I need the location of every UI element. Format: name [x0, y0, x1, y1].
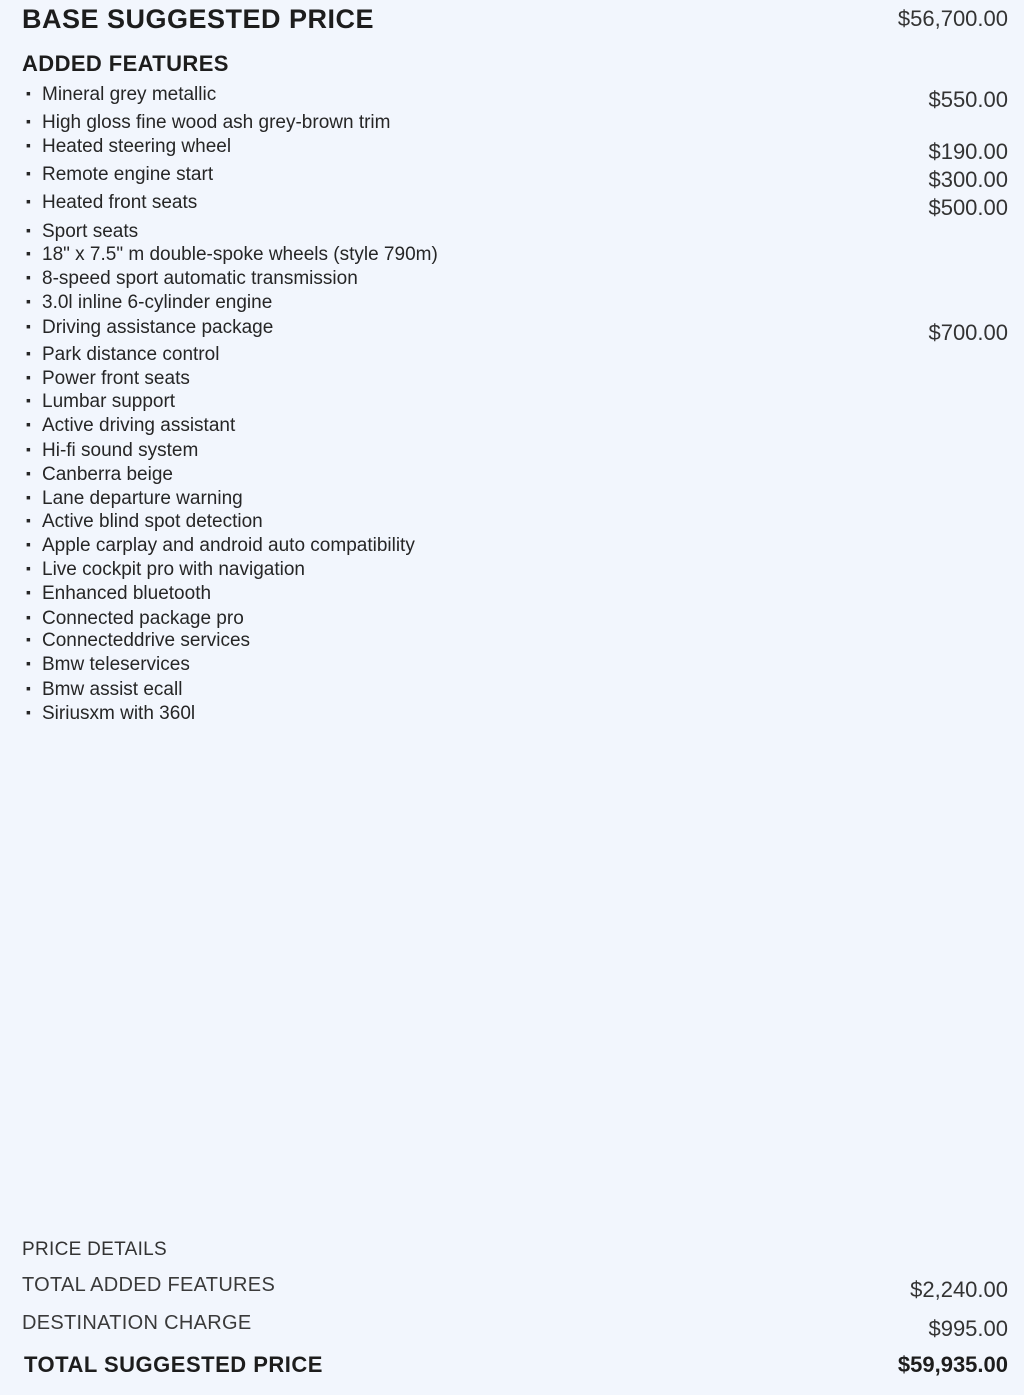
feature-item: [26, 415, 235, 437]
feature-name: Remote engine start: [42, 164, 214, 185]
price-details-heading: PRICE DETAILS: [22, 1239, 168, 1260]
feature-name: Active driving assistant: [42, 415, 236, 436]
feature-item: [26, 112, 391, 134]
bullet-icon: ▪: [26, 222, 31, 238]
feature-item: [26, 164, 213, 186]
feature-name: Enhanced bluetooth: [42, 583, 212, 604]
feature-price: $500.00: [928, 195, 1008, 220]
bullet-icon: ▪: [26, 85, 31, 101]
feature-name: Live cockpit pro with navigation: [42, 559, 305, 580]
feature-name: High gloss fine wood ash grey-brown trim: [42, 112, 391, 133]
bullet-icon: ▪: [26, 416, 31, 432]
feature-item: [26, 654, 190, 676]
bullet-icon: ▪: [26, 245, 31, 261]
bullet-icon: ▪: [26, 536, 31, 552]
feature-item: [26, 136, 231, 158]
bullet-icon: ▪: [26, 680, 31, 696]
total-added-features-value: $2,240.00: [910, 1277, 1008, 1302]
feature-name: Bmw assist ecall: [42, 679, 183, 700]
feature-item: [26, 244, 438, 266]
feature-name: Bmw teleservices: [42, 654, 190, 675]
feature-item: [26, 440, 198, 462]
feature-name: Power front seats: [42, 368, 190, 389]
bullet-icon: ▪: [26, 193, 31, 209]
total-suggested-price-label: TOTAL SUGGESTED PRICE: [24, 1352, 323, 1377]
feature-name: Lane departure warning: [42, 488, 243, 509]
feature-name: 18" x 7.5" m double-spoke wheels (style 790m): [42, 244, 438, 265]
feature-item: [26, 535, 415, 557]
feature-item: [26, 703, 195, 725]
bullet-icon: ▪: [26, 704, 31, 720]
feature-name: Heated steering wheel: [42, 136, 232, 157]
bullet-icon: ▪: [26, 165, 31, 181]
feature-price: $300.00: [928, 167, 1008, 192]
feature-name: Siriusxm with 360l: [42, 703, 196, 724]
bullet-icon: ▪: [26, 512, 31, 528]
feature-item: [26, 511, 263, 533]
feature-name: Connecteddrive services: [42, 630, 251, 651]
feature-name: Hi-fi sound system: [42, 440, 199, 461]
feature-name: 3.0l inline 6-cylinder engine: [42, 292, 273, 313]
feature-price: $700.00: [928, 320, 1008, 345]
feature-name: Sport seats: [42, 221, 139, 242]
feature-name: Lumbar support: [42, 391, 176, 412]
feature-item: [26, 583, 211, 605]
bullet-icon: ▪: [26, 113, 31, 129]
bullet-icon: ▪: [26, 318, 31, 334]
feature-item: [26, 608, 244, 630]
feature-name: Driving assistance package: [42, 317, 274, 338]
feature-item: [26, 464, 173, 486]
bullet-icon: ▪: [26, 392, 31, 408]
bullet-icon: ▪: [26, 441, 31, 457]
base-price-label: BASE SUGGESTED PRICE: [22, 4, 375, 34]
bullet-icon: ▪: [26, 369, 31, 385]
feature-item: [26, 559, 305, 581]
feature-price: $190.00: [928, 139, 1008, 164]
feature-name: 8-speed sport automatic transmission: [42, 268, 358, 289]
feature-item: [26, 84, 216, 106]
feature-name: Canberra beige: [42, 464, 173, 485]
feature-item: [26, 192, 197, 214]
feature-item: [26, 679, 182, 701]
bullet-icon: ▪: [26, 345, 31, 361]
destination-charge-label: DESTINATION CHARGE: [22, 1312, 252, 1334]
bullet-icon: ▪: [26, 293, 31, 309]
feature-name: Connected package pro: [42, 608, 244, 629]
feature-item: [26, 344, 219, 366]
total-suggested-price-value: $59,935.00: [897, 1352, 1008, 1377]
feature-item: [26, 368, 190, 390]
feature-item: [26, 221, 138, 243]
bullet-icon: ▪: [26, 609, 31, 625]
feature-name: Heated front seats: [42, 192, 198, 213]
feature-item: [26, 292, 272, 314]
total-added-features-label: TOTAL ADDED FEATURES: [22, 1274, 276, 1296]
feature-item: [26, 317, 273, 339]
bullet-icon: ▪: [26, 489, 31, 505]
base-price-value: $56,700.00: [897, 6, 1008, 31]
bullet-icon: ▪: [26, 631, 31, 647]
feature-item: [26, 268, 358, 290]
bullet-icon: ▪: [26, 137, 31, 153]
feature-item: [26, 630, 250, 652]
feature-name: Park distance control: [42, 344, 220, 365]
feature-item: [26, 391, 175, 413]
feature-name: Active blind spot detection: [42, 511, 263, 532]
bullet-icon: ▪: [26, 465, 31, 481]
bullet-icon: ▪: [26, 269, 31, 285]
destination-charge-value: $995.00: [928, 1316, 1008, 1341]
added-features-heading: ADDED FEATURES: [22, 51, 229, 76]
feature-price: $550.00: [928, 87, 1008, 112]
feature-name: Apple carplay and android auto compatibility: [42, 535, 415, 556]
bullet-icon: ▪: [26, 655, 31, 671]
feature-item: [26, 488, 243, 510]
bullet-icon: ▪: [26, 584, 31, 600]
bullet-icon: ▪: [26, 560, 31, 576]
feature-name: Mineral grey metallic: [42, 84, 217, 105]
